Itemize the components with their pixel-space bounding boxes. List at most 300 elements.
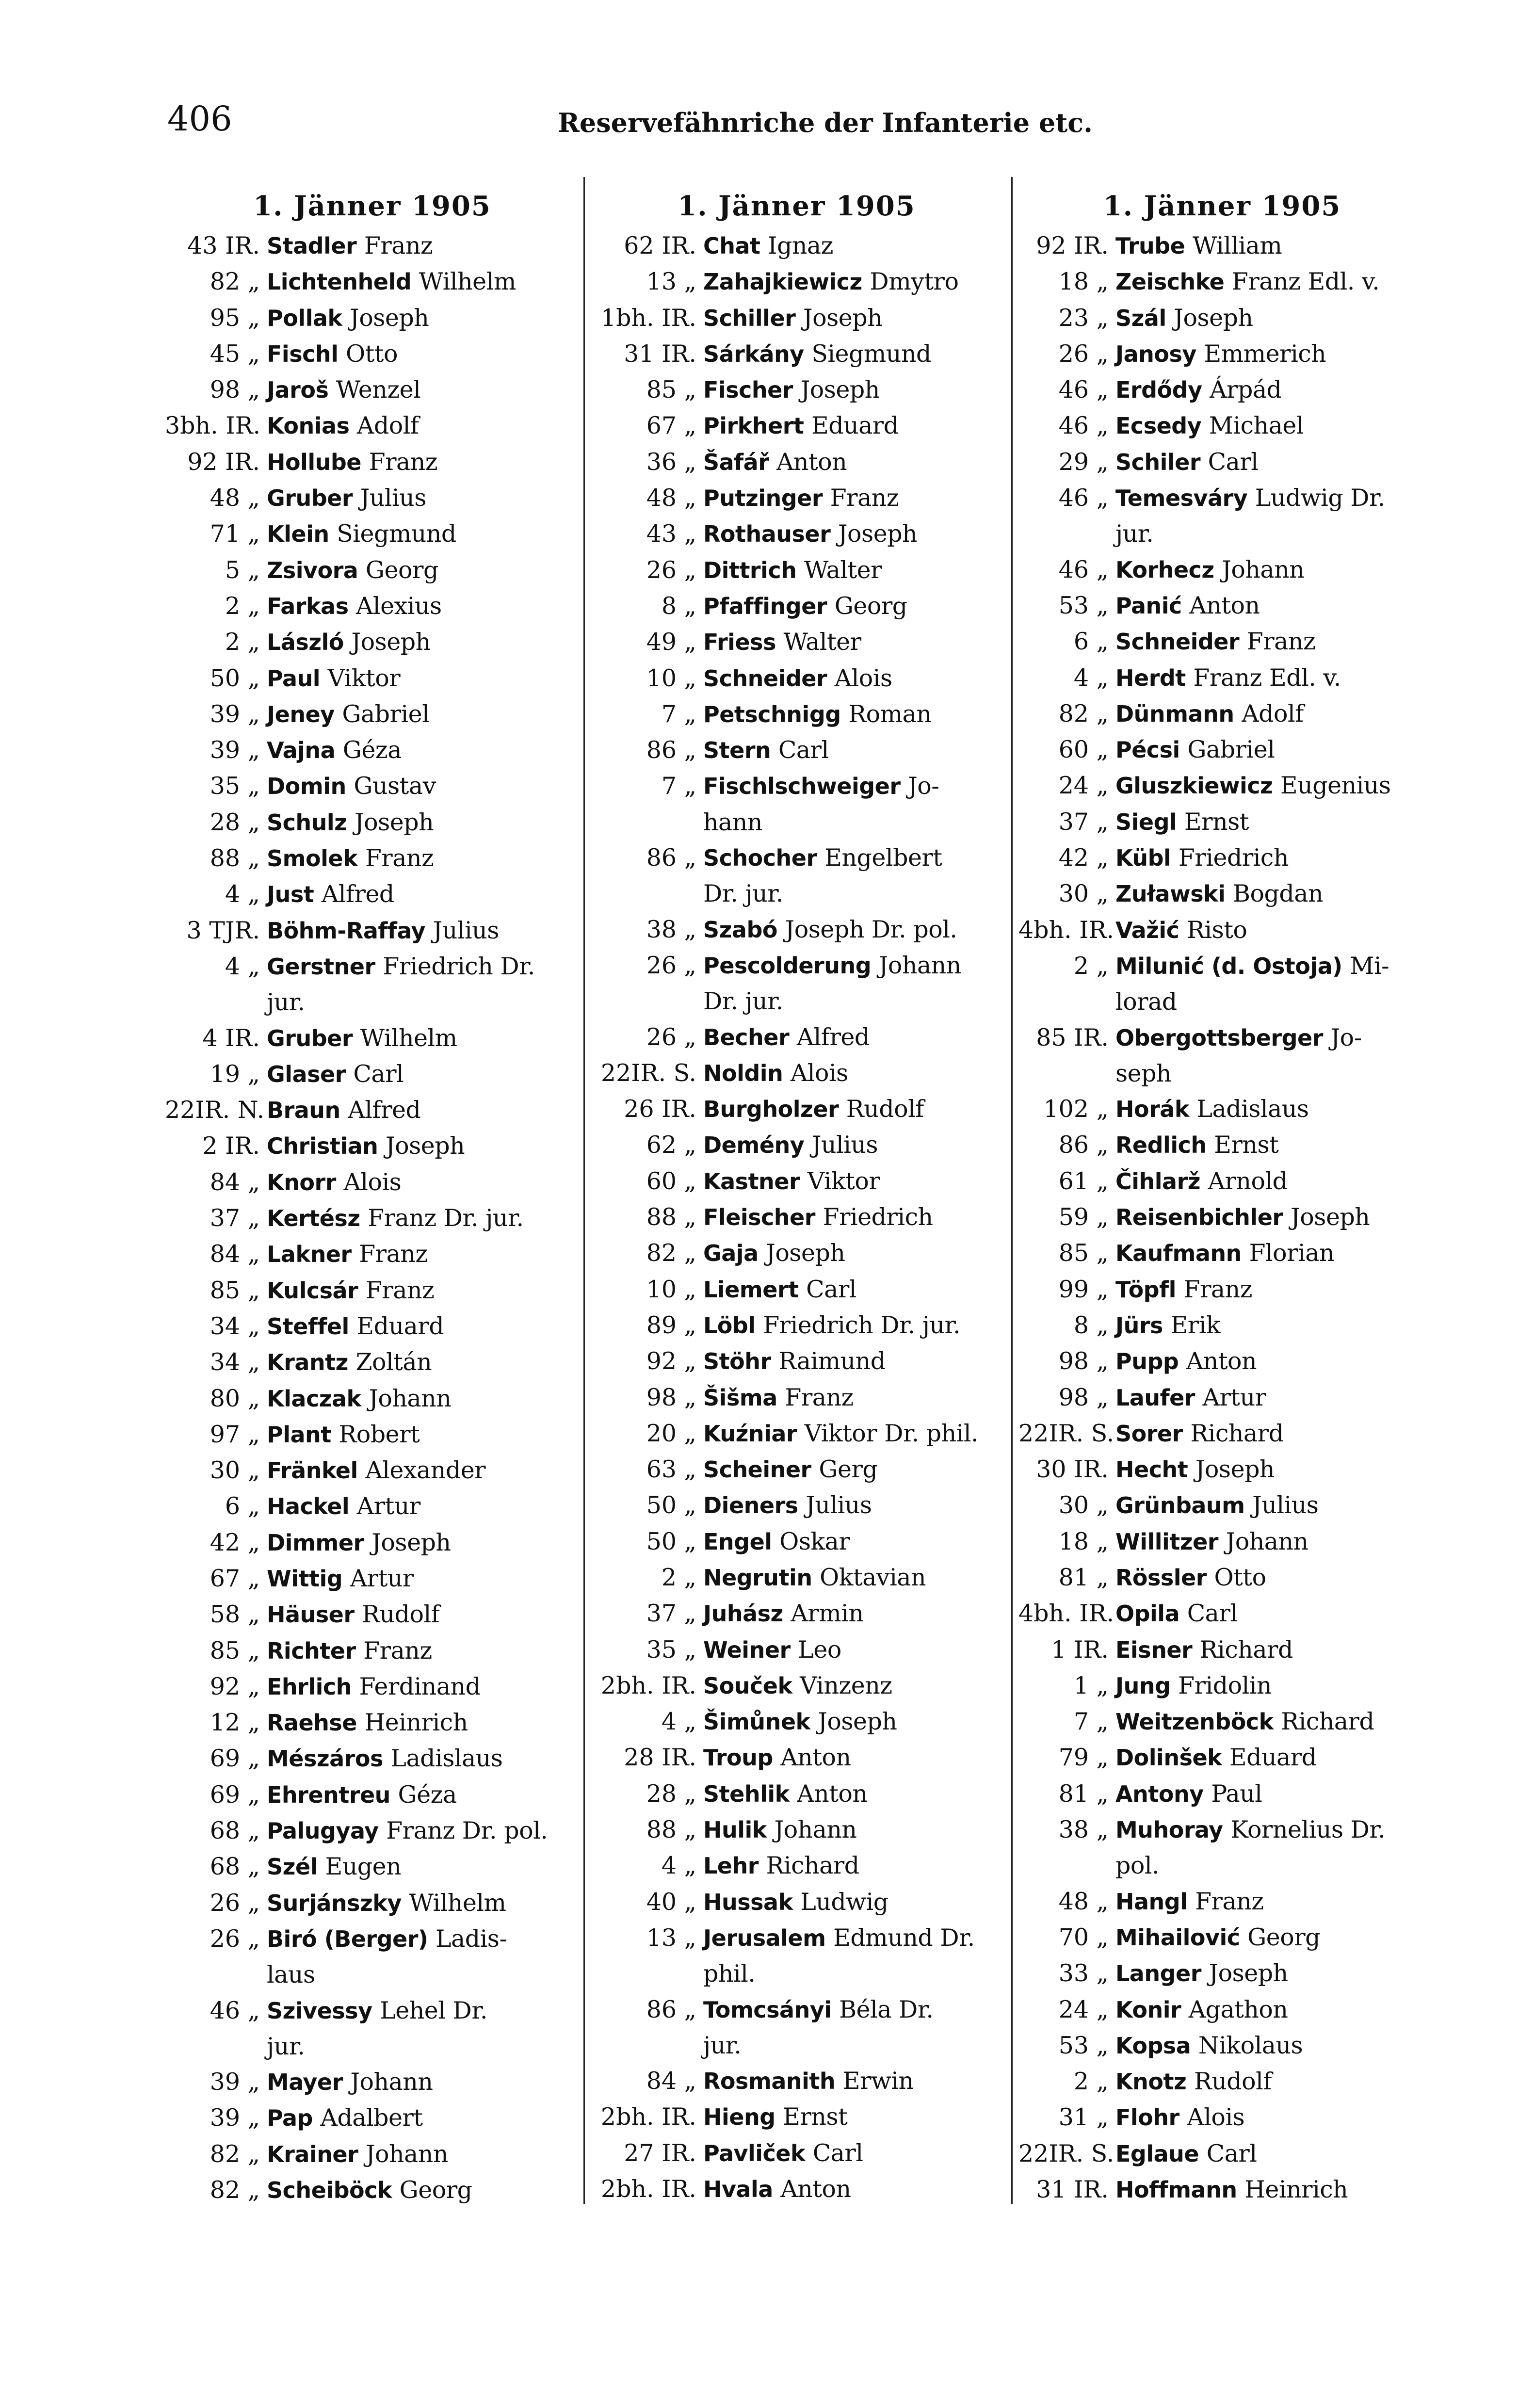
officer-name (703, 1884, 1004, 1920)
list-item (1018, 1992, 1426, 2028)
given-name: Franz (359, 1240, 428, 1268)
officer-name (267, 2064, 580, 2100)
regiment-number: 8 „ (661, 592, 696, 620)
given-name: Carl (778, 736, 829, 764)
column-divider (1011, 177, 1013, 2204)
regiment-number: 2 „ (1073, 952, 1109, 980)
name-line (1115, 1920, 1426, 1955)
officer-name (1115, 876, 1426, 912)
officer-name (1115, 1020, 1426, 1092)
surname: Janosy (1115, 340, 1196, 367)
list-item (165, 661, 580, 696)
name-line (267, 1705, 580, 1741)
regiment-number: 82 „ (1058, 699, 1109, 727)
column-heading: 1. Jänner 1905 (253, 190, 491, 222)
given-name: Raimund (778, 1347, 886, 1375)
regiment-number: 18 „ (1058, 1527, 1109, 1555)
list-item (1018, 1235, 1426, 1271)
list-item (1018, 228, 1426, 264)
surname: Fleischer (703, 1204, 815, 1231)
list-item (589, 1127, 1004, 1163)
surname: Krainer (267, 2141, 358, 2167)
given-name: Eduard (811, 412, 899, 440)
officer-name (267, 1309, 580, 1344)
column-divider (583, 177, 585, 2204)
name-line (267, 913, 580, 949)
name-line (703, 768, 1004, 804)
officer-name (267, 372, 580, 408)
list-item (165, 1921, 580, 1993)
officer-name (1115, 1127, 1426, 1163)
officer-name (1115, 624, 1426, 660)
given-name: Franz Edl. v. (1231, 268, 1380, 296)
list-item (1018, 1812, 1426, 1884)
name-line (267, 1813, 580, 1849)
regiment-number: 53 „ (1058, 2031, 1109, 2059)
regiment-number: 37 „ (1058, 808, 1109, 836)
officer-name (1115, 444, 1426, 480)
list-item (165, 1344, 580, 1380)
officer-name (267, 949, 580, 1020)
regiment-number: 1 „ (1073, 1671, 1109, 1699)
surname: Gerstner (267, 953, 375, 980)
surname: Zuławski (1115, 881, 1226, 907)
officer-name (703, 1452, 1004, 1487)
given-name: Carl (1206, 2139, 1257, 2167)
given-name: Artur (1202, 1383, 1266, 1411)
officer-name (267, 1488, 580, 1524)
regiment-number: 29 „ (1058, 448, 1109, 476)
surname: Plant (267, 1421, 331, 1448)
officer-name (703, 1524, 1004, 1560)
column-3 (1018, 184, 1426, 2208)
regiment-number: 86 „ (646, 844, 696, 872)
name-continuation: hann (703, 808, 762, 836)
given-name: Robert (339, 1420, 420, 1448)
name-line (703, 732, 1004, 768)
officer-name (267, 1453, 580, 1488)
name-line (703, 1596, 1004, 1632)
given-name: Franz (364, 232, 433, 259)
surname: Paul (267, 665, 321, 692)
surname: Redlich (1115, 1132, 1207, 1159)
officer-name (267, 588, 580, 624)
officer-name (267, 2136, 580, 2172)
regiment-number: 31 IR. (1036, 2176, 1109, 2204)
list-item (1018, 1596, 1426, 1632)
list-item (165, 1309, 580, 1344)
officer-name (1115, 408, 1426, 444)
officer-name (1115, 228, 1426, 264)
regiment-number: 102 „ (1043, 1095, 1109, 1123)
given-name: Gabriel (342, 700, 430, 728)
officer-name (1115, 1740, 1426, 1776)
regiment-number: 82 „ (646, 1239, 696, 1267)
regiment-number: 62 „ (646, 1131, 696, 1159)
given-name: Alois (1187, 2103, 1245, 2132)
name-line (267, 1309, 580, 1344)
list-item (589, 228, 1004, 264)
regiment-number: 82 „ (210, 2176, 260, 2204)
officer-name (267, 913, 580, 949)
name-line (1115, 588, 1426, 624)
officer-name (1115, 1343, 1426, 1379)
regiment-number: 2 „ (225, 628, 260, 656)
regiment-number: 67 „ (646, 412, 696, 440)
list-item (589, 696, 1004, 732)
given-name: Rudolf (362, 1600, 440, 1629)
officer-name (703, 1019, 1004, 1055)
name-line (703, 1848, 1004, 1884)
regiment-number: 5 „ (225, 556, 260, 584)
name-line (1115, 480, 1426, 516)
given-name: Franz (1246, 628, 1316, 656)
regiment-number: 79 „ (1058, 1744, 1109, 1772)
officer-name (703, 588, 1004, 624)
name-line (1115, 300, 1426, 336)
name-line (1115, 1272, 1426, 1308)
officer-name (703, 1272, 1004, 1308)
name-line (267, 1381, 580, 1417)
surname: Kopsa (1115, 2032, 1191, 2059)
name-line (703, 1812, 1004, 1848)
list-item (589, 1452, 1004, 1487)
regiment-number: 95 „ (210, 304, 260, 332)
surname: Stern (703, 737, 771, 764)
given-name: Géza (342, 736, 402, 764)
given-name: Ernst (783, 2103, 848, 2131)
officer-name (267, 408, 580, 444)
surname: Hangl (1115, 1888, 1188, 1915)
regiment-number: 10 „ (646, 1275, 696, 1303)
regiment-number: 26 „ (646, 951, 696, 979)
name-line (267, 300, 580, 336)
officer-name (267, 1561, 580, 1597)
given-name: Rudolf (1194, 2068, 1272, 2096)
surname: Just (267, 881, 314, 908)
officer-name (267, 228, 580, 264)
column-heading: 1. Jänner 1905 (1103, 190, 1341, 222)
surname: Gruber (267, 1025, 353, 1051)
surname: Erdődy (1115, 377, 1202, 404)
name-line (703, 1704, 1004, 1740)
name-line (1115, 1668, 1426, 1704)
list-item (165, 1020, 580, 1056)
list-item (165, 2064, 580, 2100)
surname: Zeischke (1115, 269, 1225, 295)
regiment-number: 22IR. S. (1018, 2139, 1114, 2167)
surname: Knorr (267, 1169, 336, 1196)
surname: Sárkány (703, 340, 804, 367)
officer-name (1115, 1091, 1426, 1127)
surname: Šafář (703, 449, 769, 475)
given-name: Franz (1195, 1887, 1264, 1915)
regiment-number: 80 „ (210, 1384, 260, 1412)
list-item (589, 768, 1004, 840)
regiment-number: 4bh. IR. (1018, 916, 1114, 944)
officer-name (1115, 2136, 1426, 2172)
regiment-number: 50 „ (646, 1491, 696, 1519)
list-item (589, 1164, 1004, 1199)
given-name: Viktor (327, 664, 401, 692)
name-continuation: seph (1115, 1059, 1172, 1087)
given-name: Anton (780, 2175, 851, 2203)
list-item (165, 264, 580, 300)
name-line (267, 805, 580, 840)
name-line (267, 1633, 580, 1669)
regiment-number: 22IR. N. (165, 1096, 265, 1124)
name-line (703, 1416, 1004, 1452)
officer-name (1115, 1668, 1426, 1704)
regiment-number: 3bh. IR. (165, 412, 261, 440)
name-line (267, 949, 580, 985)
regiment-number: 92 „ (646, 1347, 696, 1375)
surname: Fränkel (267, 1457, 358, 1484)
regiment-number: 26 „ (1058, 339, 1109, 368)
list-item (589, 624, 1004, 660)
given-name: Friedrich Dr. jur. (763, 1311, 961, 1339)
given-name: Siegmund (811, 339, 931, 368)
surname: Wittig (267, 1565, 343, 1592)
name-line (267, 1092, 580, 1128)
column-heading: 1. Jänner 1905 (678, 190, 916, 222)
list-item (589, 1019, 1004, 1055)
surname: Kastner (703, 1168, 800, 1195)
given-name: Gerg (819, 1455, 878, 1484)
name-line (703, 480, 1004, 516)
surname: Souček (703, 1672, 792, 1699)
surname: Pupp (1115, 1348, 1179, 1375)
surname: Tomcsányi (703, 1996, 832, 2023)
name-line (703, 1235, 1004, 1271)
regiment-number: 98 „ (210, 376, 260, 404)
name-line (1115, 336, 1426, 372)
name-line (1115, 1776, 1426, 1812)
list-item (165, 1633, 580, 1669)
given-name: Heinrich (364, 1709, 468, 1737)
regiment-number: 24 „ (1058, 772, 1109, 800)
name-line (1115, 624, 1426, 660)
list-item (165, 1525, 580, 1561)
list-item (1018, 696, 1426, 732)
list-item (165, 1200, 580, 1236)
given-name: Florian (1249, 1239, 1335, 1267)
page-number: 406 (167, 99, 232, 139)
list-item (165, 1164, 580, 1200)
officer-name (703, 264, 1004, 300)
name-line (1115, 1992, 1426, 2028)
given-name: Eugen (325, 1853, 402, 1881)
list-item (589, 1776, 1004, 1812)
list-item (589, 1308, 1004, 1343)
list-item (589, 1920, 1004, 1992)
list-item (165, 2136, 580, 2172)
surname: Burgholzer (703, 1096, 839, 1123)
list-item (165, 408, 580, 444)
given-name: Franz Dr. pol. (386, 1817, 548, 1845)
list-item (165, 913, 580, 949)
officer-name (267, 840, 580, 876)
surname: Šišma (703, 1384, 777, 1411)
name-line (267, 444, 580, 480)
list-item (165, 1056, 580, 1092)
name-line (1115, 804, 1426, 840)
surname: Herdt (1115, 664, 1186, 691)
officer-name (267, 696, 580, 732)
given-name: Armin (791, 1600, 864, 1628)
list-item (1018, 804, 1426, 840)
regiment-number: 31 „ (1058, 2103, 1109, 2132)
given-name: Otto (1214, 1563, 1266, 1591)
given-name: Arnold (1208, 1167, 1288, 1195)
name-line (1115, 1560, 1426, 1596)
officer-name (267, 480, 580, 516)
given-name: Johann (1222, 555, 1305, 583)
name-line (267, 1885, 580, 1921)
regiment-number: 88 „ (210, 844, 260, 873)
list-item (165, 805, 580, 840)
officer-name (267, 876, 580, 912)
list-item (589, 2099, 1004, 2135)
name-line (267, 336, 580, 372)
name-line (703, 1055, 1004, 1091)
given-name: Roman (848, 700, 932, 728)
name-line (267, 1488, 580, 1524)
officer-name (1115, 300, 1426, 336)
given-name: Franz (369, 448, 438, 476)
regiment-number: 84 „ (210, 1240, 260, 1268)
regiment-number: 36 „ (646, 448, 696, 476)
surname: Grünbaum (1115, 1492, 1245, 1519)
surname: Schulz (267, 809, 347, 836)
officer-name (267, 1092, 580, 1128)
surname: Langer (1115, 1960, 1201, 1987)
name-line (267, 1128, 580, 1164)
given-name: Alois (790, 1059, 848, 1087)
given-name: Ladislaus (390, 1745, 503, 1773)
given-name: Joseph (766, 1239, 845, 1267)
surname: Važić (1115, 917, 1179, 943)
list-item (1018, 1127, 1426, 1163)
officer-name (267, 1200, 580, 1236)
surname: Trube (1115, 233, 1185, 259)
given-name: Julius (811, 1131, 878, 1159)
surname: Jung (1115, 1672, 1171, 1699)
regiment-number: 84 „ (210, 1168, 260, 1196)
list-item (1018, 1524, 1426, 1560)
list-item (165, 1236, 580, 1272)
name-continuation: lorad (1115, 988, 1177, 1016)
list-item (1018, 2100, 1426, 2135)
given-name: Erwin (842, 2067, 914, 2095)
surname: Demény (703, 1132, 805, 1159)
officer-name (1115, 1272, 1426, 1308)
name-line (1115, 948, 1426, 984)
given-name: Alois (834, 664, 892, 692)
name-line (1115, 264, 1426, 300)
given-name: Carl (812, 2139, 863, 2167)
name-line (703, 588, 1004, 624)
list-item (589, 372, 1004, 408)
given-name: Erik (1170, 1311, 1221, 1339)
given-name: Oskar (779, 1527, 850, 1555)
list-item (1018, 1776, 1426, 1812)
regiment-number: 2bh. IR. (600, 2175, 696, 2203)
given-name: Julius (360, 484, 426, 512)
given-name: Jo- (1330, 1023, 1362, 1051)
list-item (165, 1273, 580, 1309)
given-name: Richard (766, 1852, 859, 1880)
officer-name (1115, 912, 1426, 948)
surname: Kertész (267, 1205, 360, 1232)
given-name: Georg (399, 2176, 472, 2204)
regiment-number: 70 „ (1058, 1923, 1109, 1951)
given-name: Carl (353, 1060, 404, 1088)
name-continuation: jur. (267, 988, 305, 1017)
regiment-number: 38 „ (646, 915, 696, 943)
name-line (703, 2063, 1004, 2099)
regiment-number: 40 „ (646, 1888, 696, 1916)
given-name: Joseph (800, 376, 880, 404)
list-item (1018, 444, 1426, 480)
regiment-number: 26 IR. (624, 1095, 696, 1123)
given-name: Joseph (371, 1528, 451, 1556)
given-name: Franz (785, 1383, 854, 1411)
officer-name (703, 1091, 1004, 1127)
given-name: Risto (1187, 916, 1247, 944)
officer-name (1115, 660, 1426, 696)
name-continuation: jur. (1115, 520, 1154, 548)
given-name: Alexander (365, 1456, 486, 1485)
regiment-number: 27 IR. (624, 2139, 696, 2167)
given-name: Ignaz (768, 232, 833, 259)
list-item (165, 1741, 580, 1777)
surname: Farkas (267, 593, 349, 619)
regiment-number: 60 „ (1058, 736, 1109, 764)
surname: Jaroš (267, 377, 329, 404)
given-name: Wilhelm (419, 268, 516, 296)
given-name: Friedrich (1178, 844, 1289, 872)
given-name: Franz Edl. v. (1193, 663, 1341, 692)
given-name: Joseph Dr. pol. (785, 915, 957, 943)
list-item (589, 840, 1004, 912)
given-name: Adolf (1242, 699, 1304, 727)
regiment-number: 4 „ (1073, 663, 1109, 692)
list-item (589, 516, 1004, 552)
given-name: Johann (365, 2140, 448, 2168)
list-item (589, 1668, 1004, 1704)
surname: Szél (267, 1854, 318, 1880)
list-item (1018, 876, 1426, 912)
name-line (703, 264, 1004, 300)
name-line (703, 1560, 1004, 1596)
list-item (1018, 732, 1426, 768)
surname: Dittrich (703, 557, 797, 583)
list-item (165, 516, 580, 552)
officer-name (703, 408, 1004, 444)
surname: Richter (267, 1637, 356, 1664)
list-item (589, 1992, 1004, 2064)
given-name: Bogdan (1233, 880, 1324, 908)
officer-name (703, 1812, 1004, 1848)
name-line (1115, 1704, 1426, 1740)
regiment-number: 28 IR. (624, 1744, 696, 1772)
given-name: Ladislaus (1196, 1095, 1309, 1123)
name-line (1115, 1199, 1426, 1235)
given-name: Dmytro (870, 268, 959, 296)
list-item (589, 912, 1004, 948)
officer-name (267, 1921, 580, 1993)
